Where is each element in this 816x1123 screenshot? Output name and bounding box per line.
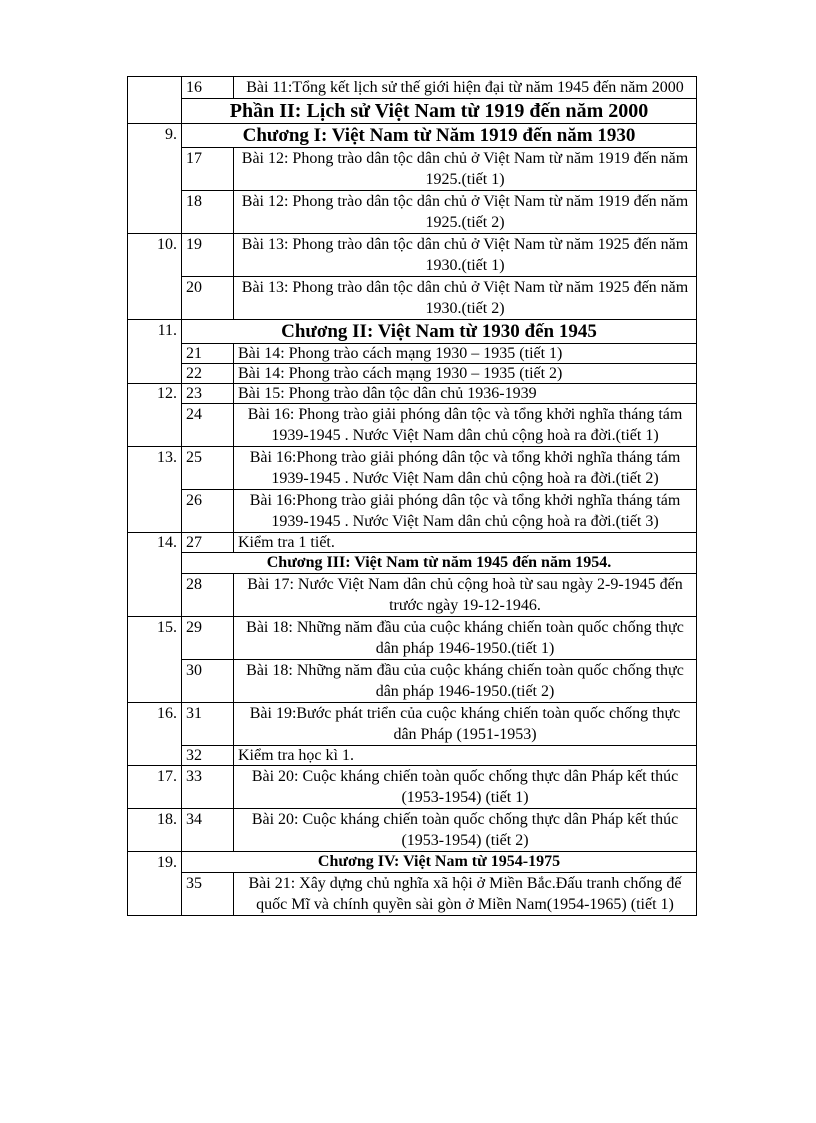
part-heading: Phần II: Lịch sử Việt Nam từ 1919 đến năm 2000	[182, 99, 697, 124]
week-cell: 10.	[128, 234, 182, 320]
week-cell: 14.	[128, 533, 182, 617]
section-heading-row	[128, 99, 697, 124]
week-cell	[128, 77, 182, 124]
period-cell: 30	[182, 660, 234, 703]
period-cell: 21	[182, 344, 234, 364]
week-cell: 16.	[128, 703, 182, 766]
lesson-cell: Bài 18: Những năm đầu của cuộc kháng chiến toàn quốc chống thực dân pháp 1946-1950.(tiết 1)	[234, 617, 697, 660]
period-cell: 23	[182, 384, 234, 404]
week-cell: 9.	[128, 124, 182, 234]
lesson-cell: Bài 18: Những năm đầu của cuộc kháng chiến toàn quốc chống thực dân pháp 1946-1950.(tiết 2)	[234, 660, 697, 703]
section-heading-row	[128, 124, 697, 148]
period-cell: 18	[182, 191, 234, 234]
lesson-cell: Bài 21: Xây dựng chủ nghĩa xã hội ở Miền Bắc.Đấu tranh chống đế quốc Mĩ và chính quyền sài gòn ở Miền Nam(1954-1965) (tiết 1)	[234, 873, 697, 916]
chapter-heading: Chương III: Việt Nam từ năm 1945 đến năm 1954.	[182, 553, 697, 574]
week-cell: 15.	[128, 617, 182, 703]
table-row	[128, 384, 697, 404]
period-cell: 24	[182, 404, 234, 447]
table-row	[128, 344, 697, 364]
table-row	[128, 404, 697, 447]
lesson-cell: Bài 15: Phong trào dân tộc dân chủ 1936-1939	[234, 384, 697, 404]
period-cell: 32	[182, 746, 234, 766]
week-cell: 18.	[128, 809, 182, 852]
table-row	[128, 660, 697, 703]
period-cell: 29	[182, 617, 234, 660]
section-heading-row	[128, 852, 697, 873]
section-heading-row	[128, 320, 697, 344]
period-cell: 26	[182, 490, 234, 533]
curriculum-table	[127, 76, 697, 916]
period-cell: 31	[182, 703, 234, 746]
table-row	[128, 574, 697, 617]
table-row	[128, 234, 697, 277]
table-row	[128, 490, 697, 533]
lesson-cell: Bài 19:Bước phát triển của cuộc kháng chiến toàn quốc chống thực dân Pháp (1951-1953)	[234, 703, 697, 746]
period-cell: 33	[182, 766, 234, 809]
table-row	[128, 191, 697, 234]
period-cell: 27	[182, 533, 234, 553]
table-row	[128, 277, 697, 320]
period-cell: 35	[182, 873, 234, 916]
week-cell: 13.	[128, 447, 182, 533]
lesson-cell: Bài 16:Phong trào giải phóng dân tộc và tổng khởi nghĩa tháng tám 1939-1945 . Nước Việt Nam dân chủ cộng hoà ra đời.(tiết 2)	[234, 447, 697, 490]
period-cell: 22	[182, 364, 234, 384]
table-row	[128, 873, 697, 916]
table-row	[128, 364, 697, 384]
lesson-cell: Bài 12: Phong trào dân tộc dân chủ ở Việt Nam từ năm 1919 đến năm 1925.(tiết 1)	[234, 148, 697, 191]
table-row	[128, 703, 697, 746]
period-cell: 34	[182, 809, 234, 852]
chapter-heading: Chương I: Việt Nam từ Năm 1919 đến năm 1930	[182, 124, 697, 148]
period-cell: 25	[182, 447, 234, 490]
chapter-heading: Chương II: Việt Nam từ 1930 đến 1945	[182, 320, 697, 344]
lesson-cell: Kiểm tra 1 tiết.	[234, 533, 697, 553]
table-row	[128, 809, 697, 852]
lesson-cell: Bài 20: Cuộc kháng chiến toàn quốc chống thực dân Pháp kết thúc (1953-1954) (tiết 1)	[234, 766, 697, 809]
lesson-cell: Bài 20: Cuộc kháng chiến toàn quốc chống thực dân Pháp kết thúc (1953-1954) (tiết 2)	[234, 809, 697, 852]
table-row	[128, 447, 697, 490]
lesson-cell: Bài 16:Phong trào giải phóng dân tộc và tổng khởi nghĩa tháng tám 1939-1945 . Nước Việt Nam dân chủ cộng hoà ra đời.(tiết 3)	[234, 490, 697, 533]
week-cell: 19.	[128, 852, 182, 916]
table-row	[128, 533, 697, 553]
table-row	[128, 148, 697, 191]
lesson-cell: Bài 11:Tổng kết lịch sử thế giới hiện đại từ năm 1945 đến năm 2000	[234, 77, 697, 99]
lesson-cell: Bài 14: Phong trào cách mạng 1930 – 1935 (tiết 2)	[234, 364, 697, 384]
period-cell: 16	[182, 77, 234, 99]
chapter-heading: Chương IV: Việt Nam từ 1954-1975	[182, 852, 697, 873]
lesson-cell: Bài 16: Phong trào giải phóng dân tộc và tổng khởi nghĩa tháng tám 1939-1945 . Nước Việt Nam dân chủ cộng hoà ra đời.(tiết 1)	[234, 404, 697, 447]
lesson-cell: Bài 13: Phong trào dân tộc dân chủ ở Việt Nam từ năm 1925 đến năm 1930.(tiết 2)	[234, 277, 697, 320]
lesson-cell: Bài 12: Phong trào dân tộc dân chủ ở Việt Nam từ năm 1919 đến năm 1925.(tiết 2)	[234, 191, 697, 234]
period-cell: 17	[182, 148, 234, 191]
table-row	[128, 746, 697, 766]
table-row	[128, 766, 697, 809]
period-cell: 28	[182, 574, 234, 617]
section-heading-row	[128, 553, 697, 574]
lesson-cell: Kiểm tra học kì 1.	[234, 746, 697, 766]
period-cell: 19	[182, 234, 234, 277]
lesson-cell: Bài 17: Nước Việt Nam dân chủ cộng hoà từ sau ngày 2-9-1945 đến trước ngày 19-12-1946.	[234, 574, 697, 617]
period-cell: 20	[182, 277, 234, 320]
week-cell: 11.	[128, 320, 182, 384]
week-cell: 17.	[128, 766, 182, 809]
lesson-cell: Bài 13: Phong trào dân tộc dân chủ ở Việt Nam từ năm 1925 đến năm 1930.(tiết 1)	[234, 234, 697, 277]
lesson-cell: Bài 14: Phong trào cách mạng 1930 – 1935 (tiết 1)	[234, 344, 697, 364]
week-cell: 12.	[128, 384, 182, 447]
table-row	[128, 77, 697, 99]
table-row	[128, 617, 697, 660]
